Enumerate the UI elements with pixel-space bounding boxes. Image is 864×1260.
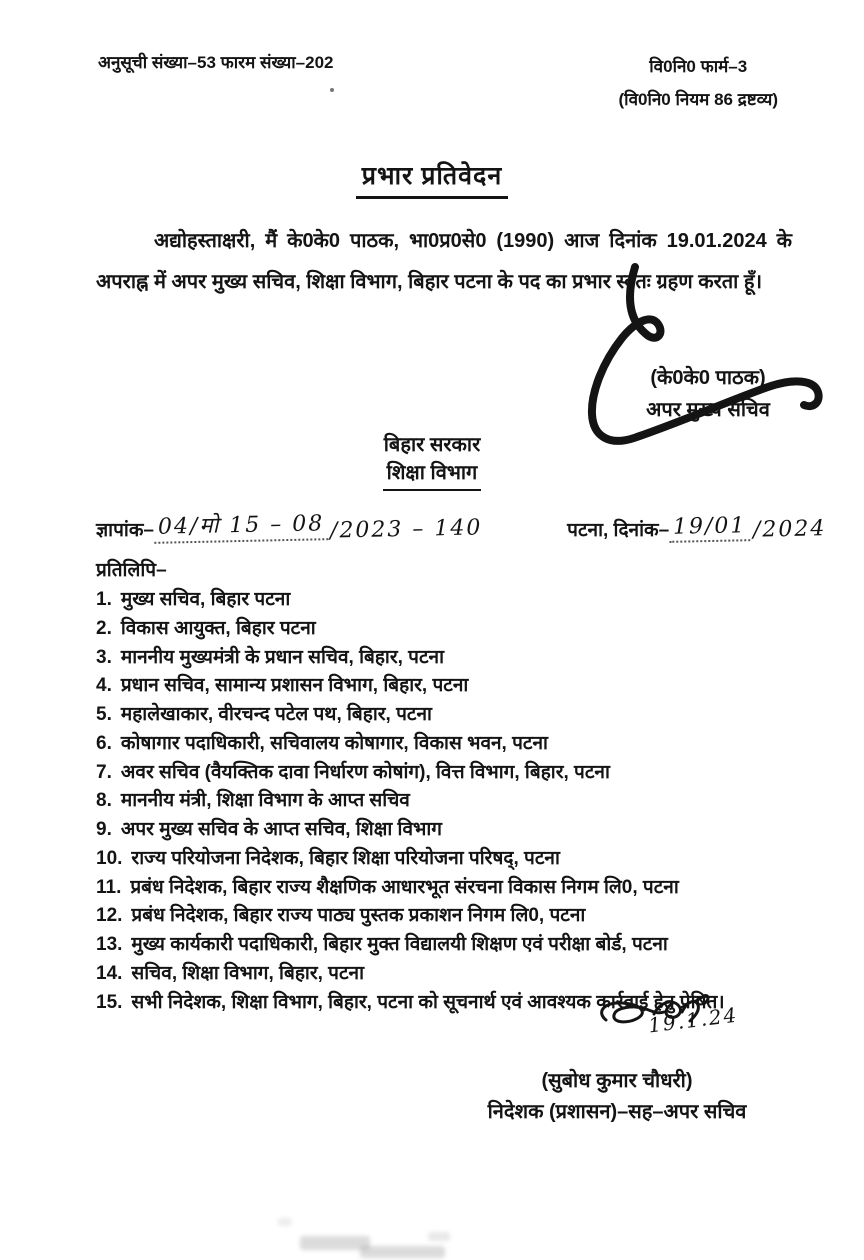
memo-date-group (567, 514, 826, 542)
list-item: 11. प्रबंध निदेशक, बिहार राज्य शैक्षणिक आधारभूत संरचना विकास निगम लि0, पटना (96, 876, 679, 898)
memo-row (96, 509, 826, 542)
form-header-right (619, 50, 779, 116)
second-signatory-block (452, 1066, 782, 1128)
department-name: शिक्षा विभाग (383, 459, 482, 491)
government-name: बिहार सरकार (383, 434, 481, 457)
scan-smudge (360, 1246, 445, 1258)
list-item: 13. मुख्य कार्यकारी पदाधिकारी, बिहार मुक्त विद्यालयी शिक्षण एवं परीक्षा बोर्ड, पटना (96, 934, 668, 956)
signatory-designation: अपर मुख्य सचिव (646, 399, 770, 421)
list-item: 2. विकास आयुक्त, बिहार पटना (96, 618, 316, 640)
handwritten-date: 19.1.24 (646, 1002, 740, 1038)
form-header-left: अनुसूची संख्या–53 फारम संख्या–202 (98, 53, 334, 72)
scan-dot (330, 88, 334, 92)
list-item: 9. अपर मुख्य सचिव के आप्त सचिव, शिक्षा विभाग (96, 819, 442, 841)
copies-label: प्रतिलिपि– (96, 560, 167, 582)
list-item: 5. महालेखाकार, वीरचन्द पटेल पथ, बिहार, पटना (96, 704, 432, 726)
list-item: 6. कोषागार पदाधिकारी, सचिवालय कोषागार, विकास भवन, पटना (96, 732, 548, 754)
memo-number-group (96, 509, 483, 542)
charge-statement-paragraph: अद्योहस्ताक्षरी, मैं के0के0 पाठक, भा0प्र0से0 (1990) आज दिनांक 19.01.2024 के अपराह्न में अपर मुख्य सचिव, शिक्षा विभाग, बिहार पटना के पद का प्रभार स्वतः ग्रहण करता हूँ। (96, 230, 792, 294)
form-rule-line: (वि0नि0 नियम 86 द्रष्टव्य) (618, 90, 778, 110)
page-title: प्रभार प्रतिवेदन (356, 158, 508, 199)
copies-list (96, 586, 798, 1016)
list-item: 10. राज्य परियोजना निदेशक, बिहार शिक्षा परियोजना परिषद्, पटना (96, 847, 560, 869)
list-item: 4. प्रधान सचिव, सामान्य प्रशासन विभाग, बिहार, पटना (96, 675, 469, 697)
memo-date-handwritten-tail: /2024 (752, 516, 827, 544)
list-item: 3. माननीय मुख्यमंत्री के प्रधान सचिव, बिहार, पटना (96, 646, 445, 668)
letterhead-block (0, 431, 864, 491)
list-item: 7. अवर सचिव (वैयक्तिक दावा निर्धारण कोषांग), वित्त विभाग, बिहार, पटना (96, 761, 610, 783)
list-item: 15. सभी निदेशक, शिक्षा विभाग, बिहार, पटना को सूचनार्थ एवं आवश्यक कार्रवाई हेतु प्रेषित। (96, 991, 725, 1013)
first-signatory-block (610, 362, 806, 426)
title-wrap (0, 158, 864, 199)
form-number-line: वि0नि0 फार्म–3 (649, 57, 748, 76)
form-header (0, 0, 864, 116)
signatory-designation: निदेशक (प्रशासन)–सह–अपर सचिव (487, 1101, 747, 1124)
signatory-name: (सुबोध कुमार चौधरी) (541, 1070, 693, 1093)
place-date-label: पटना, दिनांक– (567, 520, 670, 542)
memo-number-label: ज्ञापांक– (96, 520, 154, 542)
memo-number-handwritten-tail: /2023 – 140 (329, 515, 483, 544)
memo-date-handwritten: 19/01 (669, 513, 751, 543)
list-item: 14. सचिव, शिक्षा विभाग, बिहार, पटना (96, 962, 364, 984)
list-item: 12. प्रबंध निदेशक, बिहार राज्य पाठ्य पुस्तक प्रकाशन निगम लि0, पटना (96, 905, 586, 927)
signatory-name: (के0के0 पाठक) (650, 367, 766, 389)
scan-smudge (428, 1232, 450, 1241)
scan-smudge (278, 1218, 292, 1226)
memo-number-handwritten: 04/मो 15 – 08 (154, 507, 329, 544)
list-item: 1. मुख्य सचिव, बिहार पटना (96, 589, 291, 611)
list-item: 8. माननीय मंत्री, शिक्षा विभाग के आप्त सचिव (96, 790, 410, 812)
